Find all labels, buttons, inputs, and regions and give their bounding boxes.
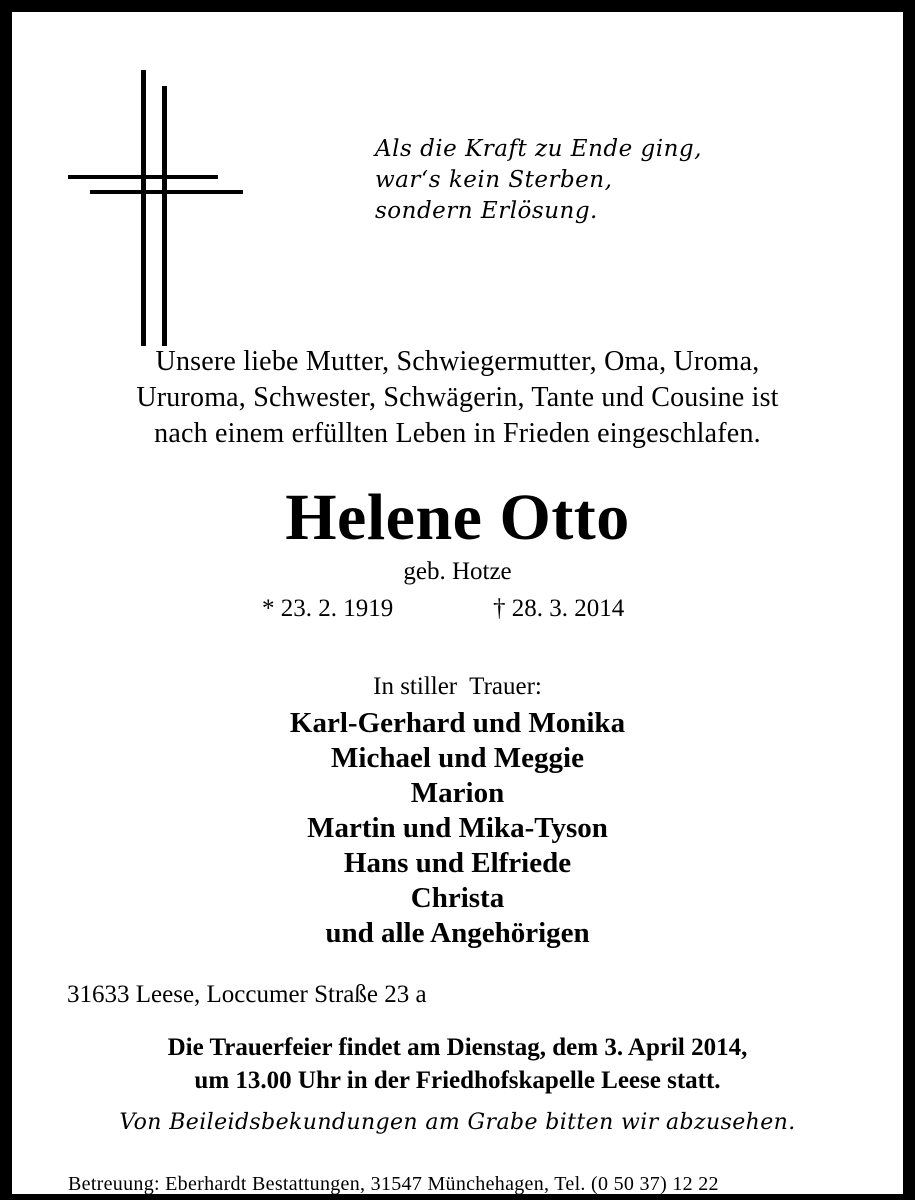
cross-icon bbox=[68, 70, 243, 346]
quote-line: Als die Kraft zu Ende ging, bbox=[375, 136, 702, 162]
family-address: 31633 Leese, Loccumer Straße 23 a bbox=[67, 981, 427, 1008]
maiden-name: geb. Hotze bbox=[403, 558, 512, 585]
mourner-entry: Christa bbox=[410, 882, 505, 914]
death-date: † 28. 3. 2014 bbox=[493, 595, 625, 622]
mourners-list bbox=[0, 706, 915, 951]
mourner-entry: Hans und Elfriede bbox=[343, 847, 572, 879]
mourner-entry: und alle Angehörigen bbox=[325, 917, 590, 949]
deceased-name: Helene Otto bbox=[285, 481, 630, 554]
birth-date: * 23. 2. 1919 bbox=[262, 595, 394, 622]
service-line: um 13.00 Uhr in der Friedhofskapelle Leese statt. bbox=[194, 1067, 721, 1094]
service-line: Die Trauerfeier findet am Dienstag, dem 3. April 2014, bbox=[167, 1034, 748, 1061]
funeral-home-footer: Betreuung: Eberhardt Bestattungen, 31547 Münchehagen, Tel. (0 50 37) 12 22 bbox=[68, 1173, 719, 1195]
mourner-entry: Karl-Gerhard und Monika bbox=[289, 707, 626, 739]
memorial-quote bbox=[375, 134, 702, 227]
announcement-line: nach einem erfüllten Leben in Frieden eingeschlafen. bbox=[154, 418, 761, 449]
mourning-label: In stiller Trauer: bbox=[373, 673, 542, 700]
condolence-note: Von Beileidsbekundungen am Grabe bitten wir abzusehen. bbox=[119, 1110, 796, 1135]
mourner-entry: Michael und Meggie bbox=[331, 742, 584, 774]
mourner-entry: Marion bbox=[410, 777, 505, 809]
funeral-service-info bbox=[0, 1031, 915, 1097]
announcement-text bbox=[0, 344, 915, 452]
announcement-line: Unsere liebe Mutter, Schwiegermutter, Oma, Uroma, bbox=[155, 346, 760, 377]
announcement-line: Ururoma, Schwester, Schwägerin, Tante und Cousine ist bbox=[136, 382, 779, 413]
quote-line: sondern Erlösung. bbox=[375, 198, 598, 224]
quote-line: war‘s kein Sterben, bbox=[375, 167, 613, 193]
mourner-entry: Martin und Mika-Tyson bbox=[307, 812, 608, 844]
